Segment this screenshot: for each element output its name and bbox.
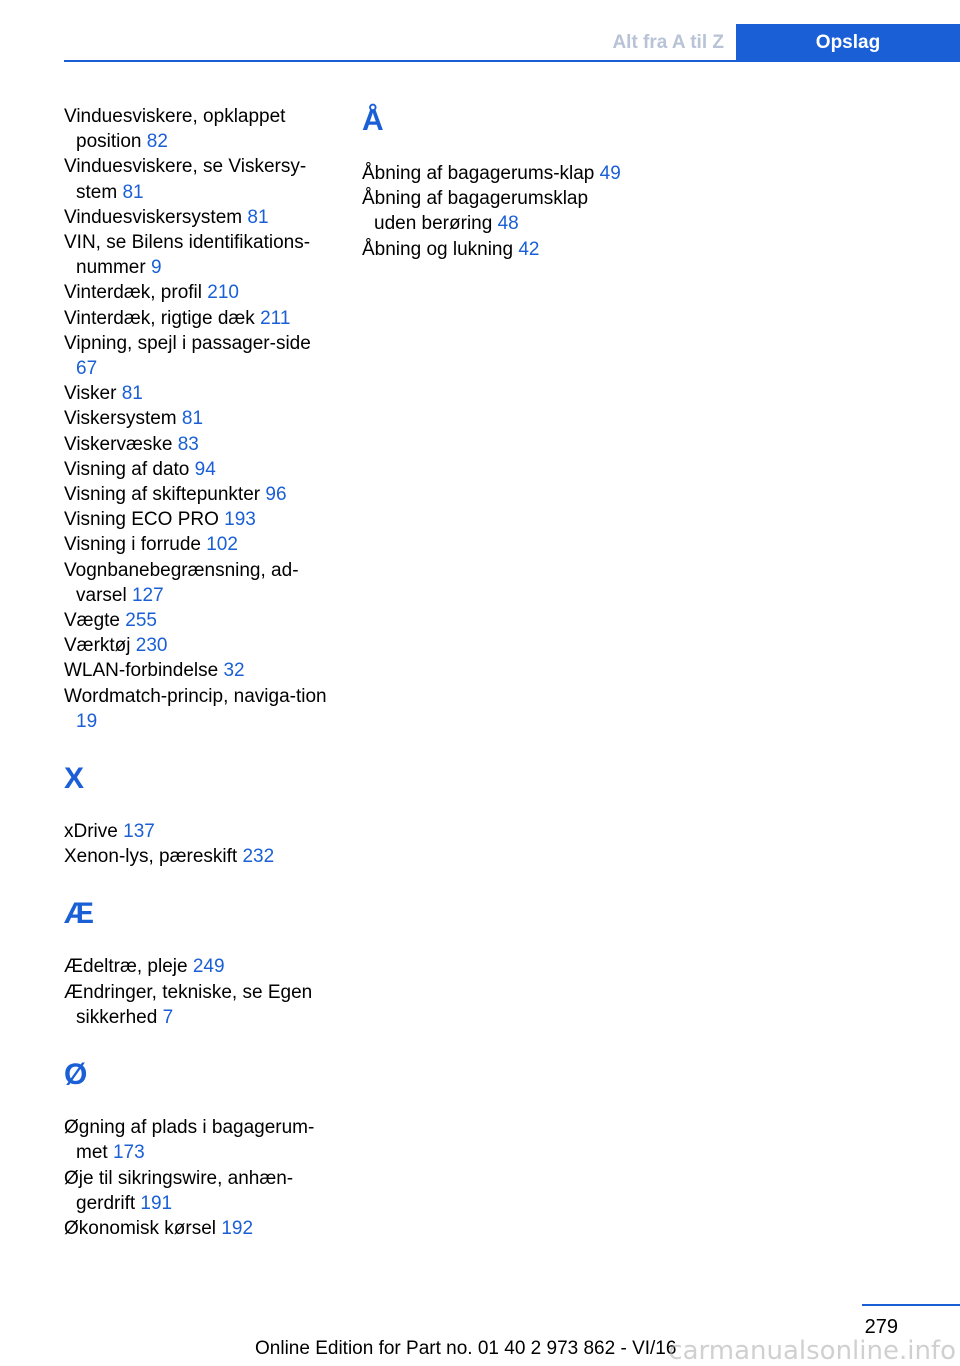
index-entry <box>64 532 336 557</box>
index-entry <box>64 558 336 608</box>
index-entry-text: Værktøj <box>64 635 131 657</box>
watermark: carmanualsonline.info <box>668 1336 956 1366</box>
index-entry <box>64 104 336 154</box>
index-entry-text: xDrive <box>64 821 118 843</box>
index-entry <box>362 186 634 236</box>
index-entry <box>64 482 336 507</box>
index-page-link[interactable]: 210 <box>207 282 239 304</box>
index-page-link[interactable]: 232 <box>242 846 275 868</box>
index-entry <box>64 406 336 431</box>
index-entry-text: VIN, se Bilens identifikations-nummer <box>64 232 311 279</box>
index-entry-text: Visning af dato <box>64 458 190 480</box>
index-entry <box>64 230 336 280</box>
index-page-link[interactable]: 102 <box>206 534 238 556</box>
index-page-link[interactable]: 81 <box>247 206 269 228</box>
footer-rule <box>862 1304 960 1306</box>
index-entry-text: Visning ECO PRO <box>64 509 219 531</box>
index-page-link[interactable]: 7 <box>162 1006 174 1028</box>
index-column-right <box>362 104 634 262</box>
index-entry <box>64 280 336 305</box>
index-entry-text: Xenon-lys, pæreskift <box>64 846 238 868</box>
index-entry-text: Øje til sikringswire, anhæn-gerdrift <box>64 1167 294 1214</box>
index-letter-heading: X <box>64 762 85 796</box>
page-number: 279 <box>864 1316 898 1338</box>
index-page-link[interactable]: 42 <box>518 238 540 260</box>
index-page-link[interactable]: 96 <box>265 484 287 506</box>
index-entry-text: Åbning og lukning <box>362 238 514 260</box>
index-letter-heading: Å <box>362 104 384 137</box>
index-page-link[interactable]: 191 <box>140 1192 173 1214</box>
index-page-link[interactable]: 82 <box>146 131 168 153</box>
index-entry <box>64 507 336 532</box>
index-entry <box>64 306 336 331</box>
index-page-link[interactable]: 137 <box>123 821 155 843</box>
index-entry-text: Vinterdæk, rigtige dæk <box>64 307 255 329</box>
index-entry <box>64 658 336 683</box>
index-entry <box>64 457 336 482</box>
header-rule <box>64 60 960 62</box>
index-entry <box>64 954 336 979</box>
index-entry-text: Viskersystem <box>64 408 177 430</box>
index-entry-text: Øgning af plads i bagagerum-met <box>64 1117 315 1164</box>
index-entry-text: Visning af skiftepunkter <box>64 484 261 506</box>
index-entry <box>64 608 336 633</box>
index-page-link[interactable]: 48 <box>497 213 519 235</box>
index-entry-text: Ædeltræ, pleje <box>64 956 188 978</box>
index-entry-text: Økonomisk kørsel <box>64 1217 217 1239</box>
index-page-link[interactable]: 81 <box>122 181 144 203</box>
index-page-link[interactable]: 255 <box>125 610 157 632</box>
index-entry-text: Åbning af bagagerums-klap <box>362 163 595 184</box>
index-group <box>64 1058 336 1241</box>
index-entry <box>362 161 634 186</box>
index-page-link[interactable]: 81 <box>121 383 143 405</box>
index-entry-text: Visker <box>64 383 117 405</box>
index-page-link[interactable]: 49 <box>599 163 621 184</box>
index-page-link[interactable]: 127 <box>131 584 164 606</box>
index-page-link[interactable]: 19 <box>76 710 98 732</box>
index-entry <box>64 205 336 230</box>
index-page-link[interactable]: 173 <box>112 1142 145 1164</box>
index-entry <box>64 844 336 869</box>
index-page-link[interactable]: 192 <box>221 1217 254 1239</box>
header-tab-opslag[interactable]: Opslag <box>736 24 960 62</box>
footer-edition: Online Edition for Part no. 01 40 2 973 862 - VI/16 <box>255 1338 677 1359</box>
index-entry-text: Vinduesviskersystem <box>64 206 243 228</box>
index-letter-heading: Ø <box>64 1058 88 1092</box>
index-entry <box>64 819 336 844</box>
index-entry-text: Vipning, spejl i passager-side <box>64 332 311 354</box>
index-entry <box>64 1115 336 1165</box>
header-section-title: Alt fra A til Z <box>612 32 724 53</box>
index-entry <box>64 381 336 406</box>
index-entry-text: Vinduesviskere, opklappet position <box>64 106 286 153</box>
index-entry-text: Åbning af bagagerumsklap uden berøring <box>362 188 589 235</box>
index-page-link[interactable]: 9 <box>150 257 162 279</box>
index-entry-text: Vognbanebegrænsning, ad-varsel <box>64 559 299 606</box>
index-page-link[interactable]: 193 <box>224 509 256 531</box>
index-entry <box>64 1216 336 1241</box>
index-entry-text: Vinduesviskere, se Viskersy-stem <box>64 156 307 203</box>
index-entry <box>64 1166 336 1216</box>
index-page-link[interactable]: 67 <box>76 358 98 380</box>
index-entry-text: Viskervæske <box>64 433 173 455</box>
index-group <box>64 104 336 734</box>
index-entry <box>64 154 336 204</box>
index-group <box>362 104 634 262</box>
index-column-left <box>64 104 336 1241</box>
index-entry-text: Ændringer, tekniske, se Egen sikkerhed <box>64 981 313 1028</box>
index-page-link[interactable]: 249 <box>192 956 225 978</box>
index-entry-text: Vægte <box>64 610 120 632</box>
index-page-link[interactable]: 32 <box>223 660 245 682</box>
index-entry-text: Visning i forrude <box>64 534 201 556</box>
index-entry-text: WLAN-forbindelse <box>64 660 219 682</box>
index-letter-heading: Æ <box>64 897 94 931</box>
index-entry <box>64 684 336 734</box>
index-page-link[interactable]: 83 <box>177 433 199 455</box>
index-page-link[interactable]: 211 <box>260 307 291 329</box>
index-page-link[interactable]: 230 <box>135 635 168 657</box>
index-page-link[interactable]: 94 <box>194 458 216 480</box>
index-entry-text: Wordmatch-princip, naviga-tion <box>64 685 327 707</box>
index-group <box>64 897 336 1030</box>
index-entry <box>64 331 336 381</box>
index-group <box>64 762 336 869</box>
index-entry <box>64 980 336 1030</box>
index-entry <box>64 633 336 658</box>
index-entry <box>362 237 634 262</box>
index-page-link[interactable]: 81 <box>181 408 204 430</box>
index-entry <box>64 432 336 457</box>
index-entry-text: Vinterdæk, profil <box>64 282 202 304</box>
